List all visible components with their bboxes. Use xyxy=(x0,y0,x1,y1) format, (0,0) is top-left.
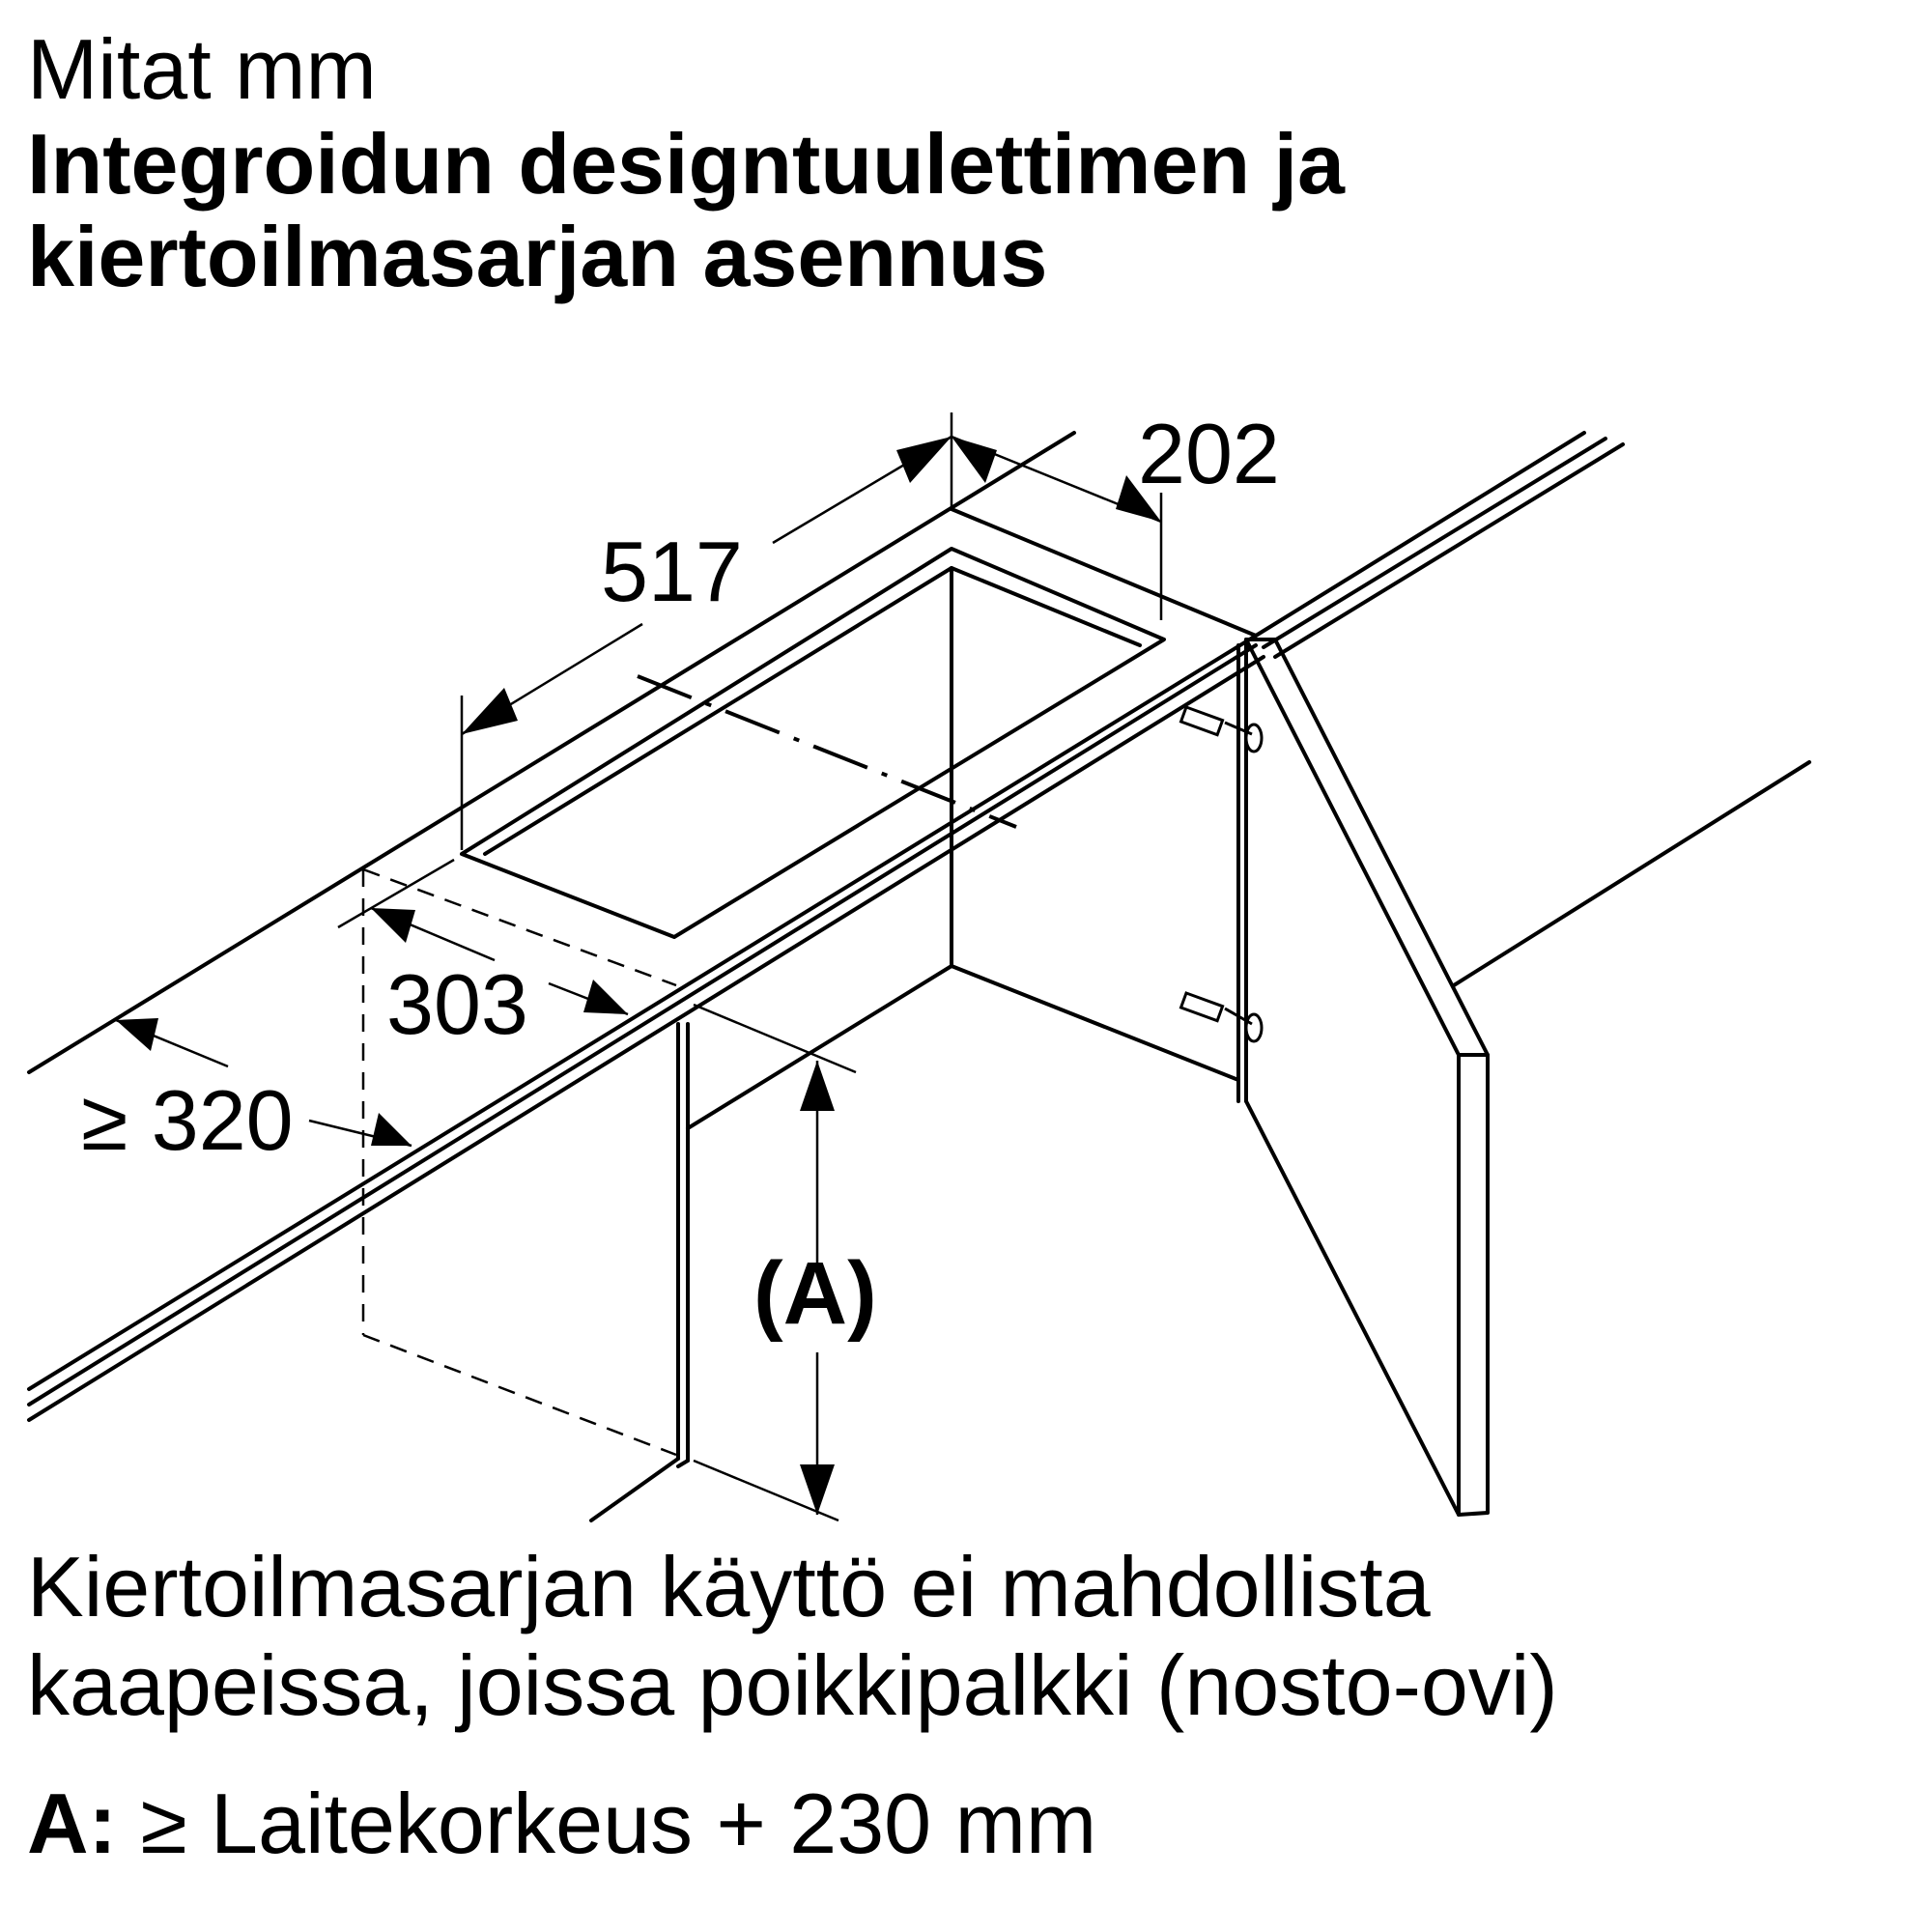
worktop-outline xyxy=(29,433,1809,1520)
hinge-upper xyxy=(1181,707,1262,752)
arrow-517-bottom xyxy=(462,688,518,734)
dimension-labels xyxy=(81,406,1280,1343)
rail-line-2 xyxy=(1264,439,1605,647)
title-line-2: kiertoilmasarjan asennus xyxy=(27,209,1048,304)
dimension-legend xyxy=(27,1777,1096,1870)
door-body xyxy=(1246,1055,1488,1515)
units-caption: Mitat mm xyxy=(27,21,377,117)
legend-key: A: xyxy=(27,1776,117,1871)
front-panel-base xyxy=(591,1459,678,1520)
rail-line-1 xyxy=(1256,433,1584,636)
rail-line-3 xyxy=(1275,444,1623,657)
note-line-2: kaapeissa, joissa poikkipalkki (nosto-ovi) xyxy=(27,1637,1558,1733)
arrow-517-top xyxy=(896,437,952,483)
centre-line xyxy=(638,676,1016,827)
arrow-a-top xyxy=(800,1061,835,1111)
cutout-inner xyxy=(485,568,1140,854)
rail-line-6 xyxy=(29,657,1264,1420)
hinge-cup-lower xyxy=(1246,1014,1262,1041)
front-panel-corner xyxy=(678,1461,688,1466)
centre-axis-dashdot xyxy=(638,676,1016,827)
title-line-1: Integroidun designtuulettimen ja xyxy=(27,116,1345,212)
hidden-floor xyxy=(363,1335,676,1455)
cabinet-back-edge xyxy=(29,433,1074,1072)
hinge-cup-upper xyxy=(1246,724,1262,752)
frame-top-edge xyxy=(952,509,1256,636)
door-top-edge xyxy=(1246,639,1488,1055)
arrow-320-left xyxy=(116,1018,158,1051)
dim-label-303: 303 xyxy=(386,956,528,1052)
hinge-plate-lower xyxy=(1181,993,1223,1021)
arrow-303-right xyxy=(583,980,628,1014)
hinge-plate-upper xyxy=(1181,707,1223,735)
back-wall-line xyxy=(1454,762,1809,985)
hinge-lower xyxy=(1181,993,1262,1041)
arrow-303-left xyxy=(371,908,415,943)
arrow-320-right xyxy=(371,1113,412,1146)
dim-label-320: ≥ 320 xyxy=(81,1072,294,1168)
arrow-202-left xyxy=(952,437,997,483)
legend-text: ≥ Laitekorkeus + 230 mm xyxy=(140,1776,1097,1871)
dim-label-a: (A) xyxy=(753,1244,877,1343)
installation-note xyxy=(27,1538,1558,1735)
dim-label-517: 517 xyxy=(601,524,743,619)
note-line-1: Kiertoilmasarjan käyttö ei mahdollista xyxy=(27,1539,1431,1634)
dim-label-202: 202 xyxy=(1138,406,1280,501)
inside-floor-right xyxy=(952,966,1238,1080)
